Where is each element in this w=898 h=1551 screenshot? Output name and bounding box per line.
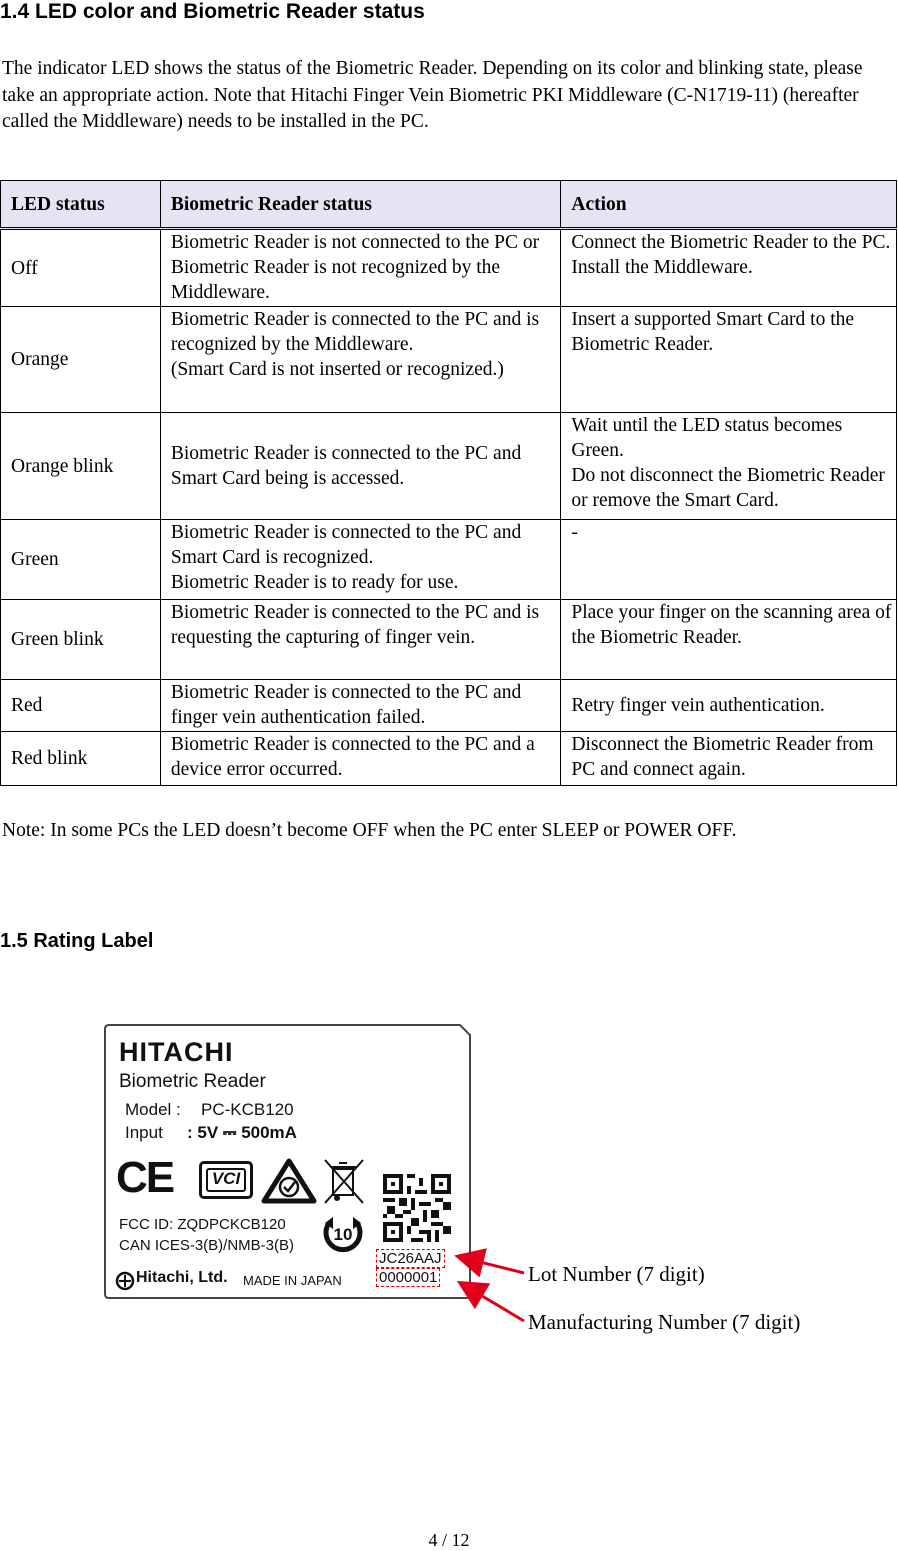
header-led-status: LED status <box>1 181 161 229</box>
section-heading-led: 1.4 LED color and Biometric Reader status <box>0 0 425 23</box>
table-row <box>1 307 897 413</box>
input-label: Input <box>125 1123 163 1142</box>
cell-status: Red <box>1 680 161 732</box>
intro-paragraph: The indicator LED shows the status of the Biometric Reader. Depending on its color and blinking state, please take an appropriate action. Note that Hitachi Finger Vein Biometric PKI Middleware (C-N1719-11) (hereafter called the Middleware) needs to be installed in the PC. <box>2 58 863 132</box>
weee-bin-icon <box>321 1157 367 1205</box>
table-row <box>1 229 897 307</box>
cell-reader: Biometric Reader is connected to the PC and a device error occurred. <box>160 732 561 786</box>
fcc-id: FCC ID: ZQDPCKCB120 <box>119 1216 286 1233</box>
cell-reader: Biometric Reader is connected to the PC and Smart Card is recognized. Biometric Reader is to ready for use. <box>160 520 561 600</box>
cell-status: Red blink <box>1 732 161 786</box>
table-row <box>1 520 897 600</box>
table-row <box>1 680 897 732</box>
model-value: PC-KCB120 <box>201 1100 294 1119</box>
cell-action: Retry finger vein authentication. <box>561 680 897 732</box>
table-row <box>1 413 897 520</box>
cell-reader: Biometric Reader is connected to the PC and Smart Card being is accessed. <box>160 413 561 520</box>
header-action: Action <box>561 181 897 229</box>
cell-status: Green blink <box>1 600 161 680</box>
can-ices: CAN ICES-3(B)/NMB-3(B) <box>119 1237 295 1254</box>
model-label: Model : <box>125 1100 181 1119</box>
maker-name: Hitachi, Ltd. <box>136 1269 228 1286</box>
input-value: : 5V ⎓ 500mA <box>187 1123 297 1142</box>
cell-action: Insert a supported Smart Card to the Biometric Reader. <box>561 307 897 413</box>
hitachi-logo-text: HITACHI <box>119 1037 234 1067</box>
mfg-arrow <box>462 1284 524 1321</box>
lot-number-callout: Lot Number (7 digit) <box>528 1262 705 1286</box>
lot-number: JC26AAJ <box>376 1249 445 1268</box>
hitachi-emblem-icon <box>115 1271 135 1291</box>
section-heading-rating: 1.5 Rating Label <box>0 930 154 952</box>
cell-action: Connect the Biometric Reader to the PC. Install the Middleware. <box>561 229 897 307</box>
cell-reader: Biometric Reader is connected to the PC and is requesting the capturing of finger vein. <box>160 600 561 680</box>
header-reader-status: Biometric Reader status <box>160 181 561 229</box>
manufacturing-number: 0000001 <box>376 1268 440 1287</box>
cell-status: Green <box>1 520 161 600</box>
product-name: Biometric Reader <box>119 1071 266 1092</box>
note-paragraph: Note: In some PCs the LED doesn’t become OFF when the PC enter SLEEP or POWER OFF. <box>2 820 737 841</box>
callout-arrows <box>440 1240 540 1330</box>
page-number: 4 / 12 <box>428 1530 470 1550</box>
table-row <box>1 732 897 786</box>
vcci-mark-icon <box>199 1161 253 1199</box>
cell-action: Disconnect the Biometric Reader from PC and connect again. <box>561 732 897 786</box>
lot-arrow <box>460 1257 524 1273</box>
table-header-row <box>1 181 897 229</box>
cell-reader: Biometric Reader is connected to the PC and is recognized by the Middleware. (Smart Card is not inserted or recognized.) <box>160 307 561 413</box>
cell-status: Off <box>1 229 161 307</box>
cell-action: Place your finger on the scanning area of the Biometric Reader. <box>561 600 897 680</box>
cell-status: Orange blink <box>1 413 161 520</box>
qr-code-icon <box>383 1173 451 1243</box>
vcci-mark-text: VCI <box>211 1169 241 1188</box>
cell-action: Wait until the LED status becomes Green. Do not disconnect the Biometric Reader or remove the Smart Card. <box>561 413 897 520</box>
ce-mark-icon: CE <box>116 1153 174 1202</box>
cell-reader: Biometric Reader is not connected to the PC or Biometric Reader is not recognized by the Middleware. <box>160 229 561 307</box>
led-status-table <box>0 180 897 786</box>
manufacturing-number-callout: Manufacturing Number (7 digit) <box>528 1310 801 1334</box>
table-row <box>1 600 897 680</box>
cell-action: - <box>561 520 897 600</box>
made-in: MADE IN JAPAN <box>243 1273 342 1288</box>
cell-status: Orange <box>1 307 161 413</box>
rating-label <box>103 1023 472 1300</box>
rcm-mark-icon <box>261 1158 317 1204</box>
rohs-10-number: 10 <box>333 1225 353 1244</box>
cell-reader: Biometric Reader is connected to the PC and finger vein authentication failed. <box>160 680 561 732</box>
